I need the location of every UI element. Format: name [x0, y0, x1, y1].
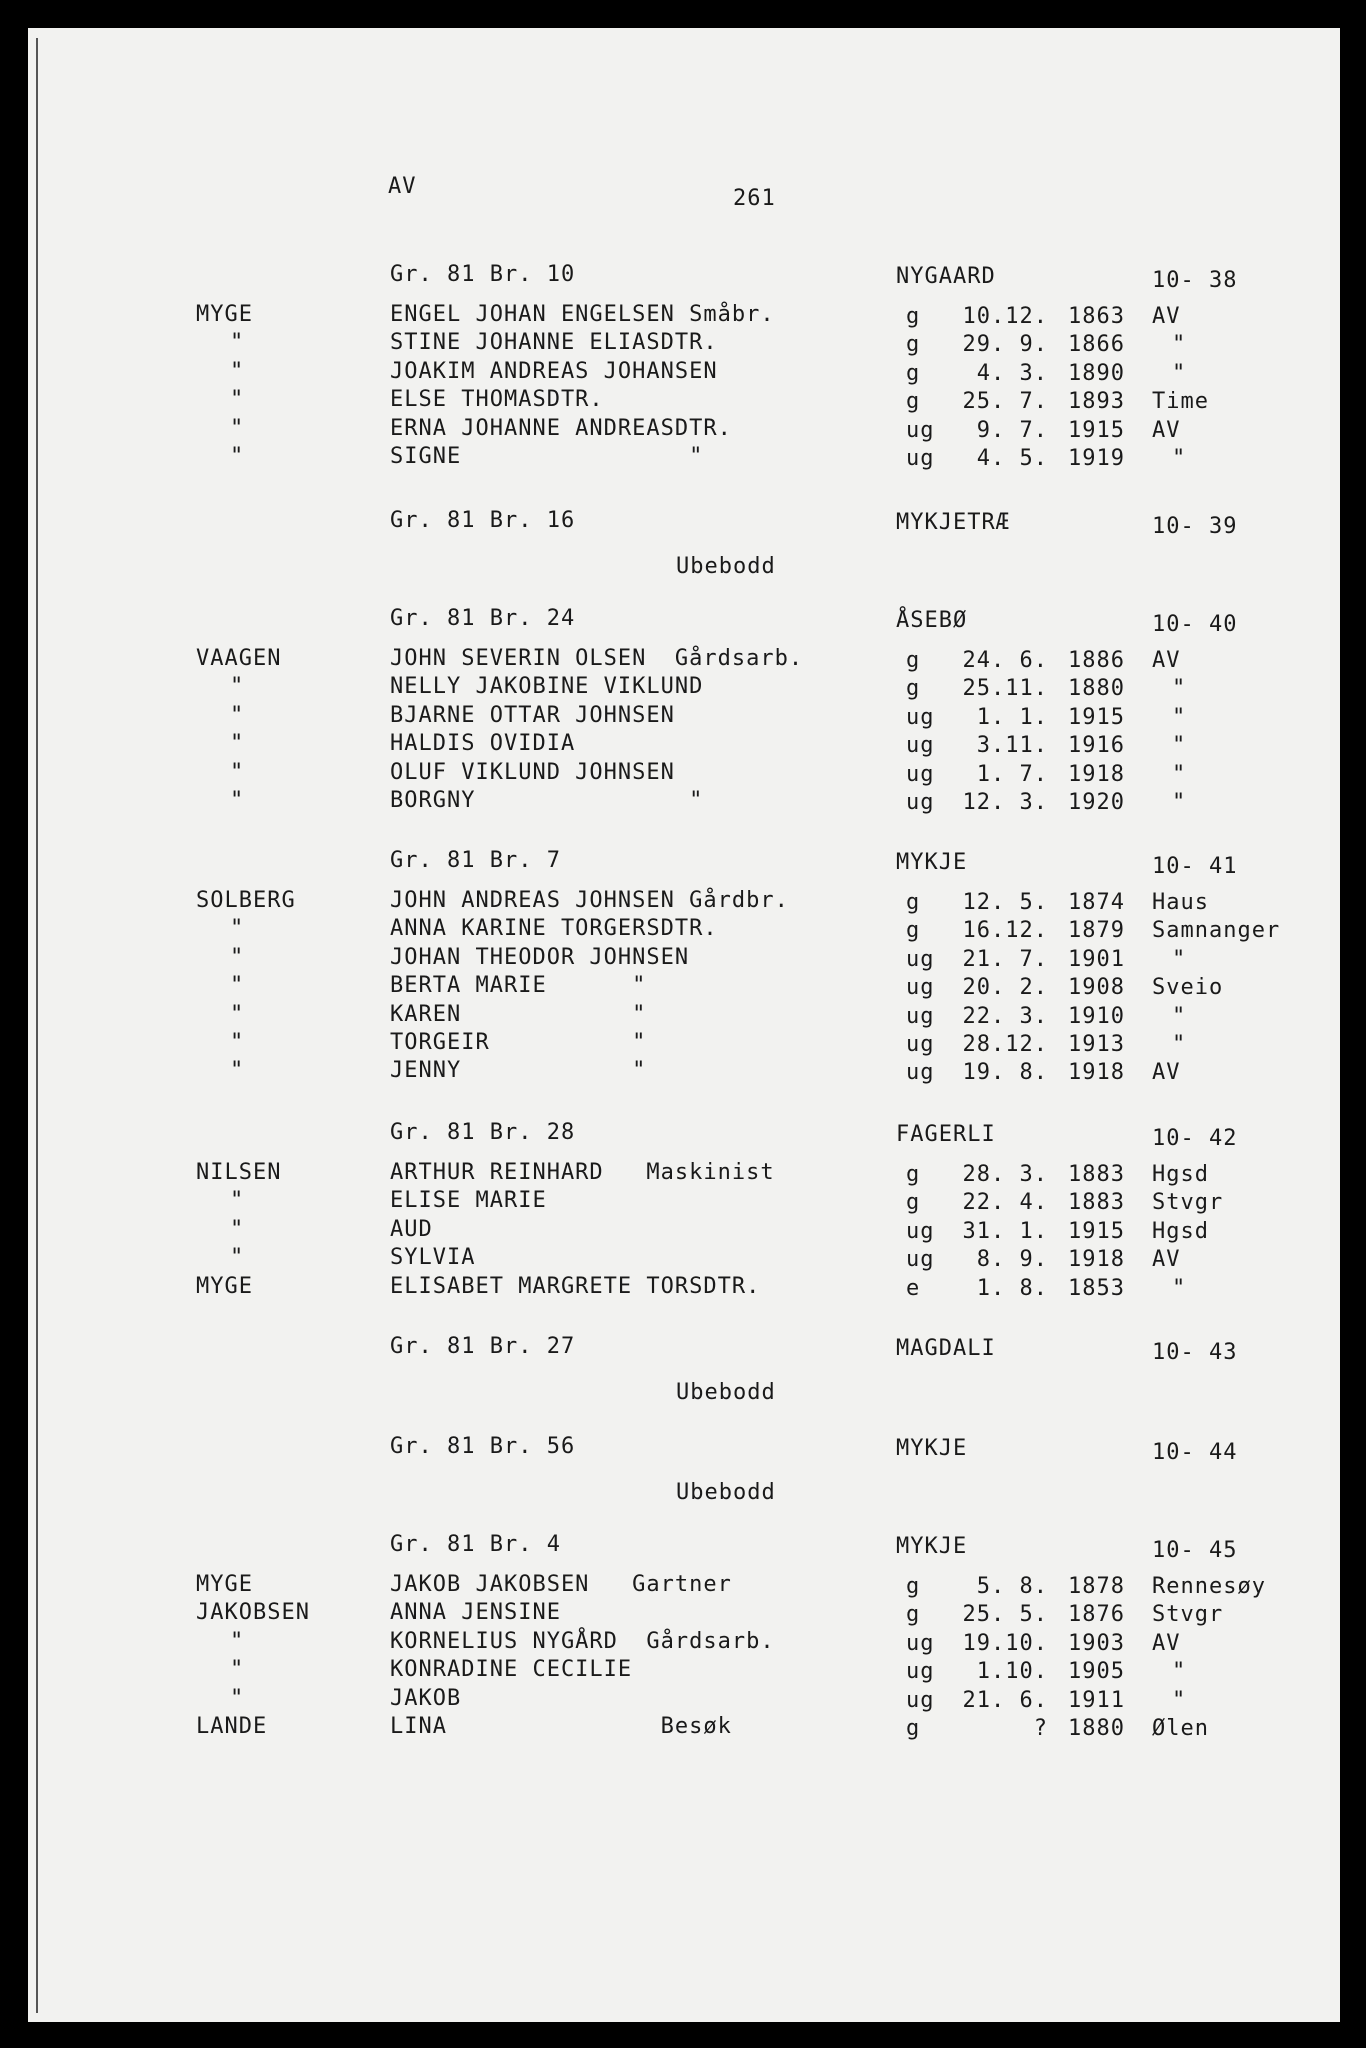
person-status: g — [906, 360, 921, 386]
person-date: 8. 9. — [976, 1247, 1048, 1273]
person-name: KONRADINE CECILIE — [390, 1657, 633, 1683]
record-place: MYKJE — [896, 1534, 968, 1559]
person-origin: Sveio — [1152, 975, 1224, 1001]
person-status: ug — [906, 1032, 935, 1057]
person-origin: AV — [1152, 1060, 1181, 1086]
person-year: 1918 — [1068, 761, 1125, 787]
person-surname: " — [230, 1685, 245, 1711]
person-status: ug — [906, 1687, 935, 1713]
person-name: STINE JOHANNE ELIASDTR. — [390, 330, 718, 356]
record-note: Ubebodd — [676, 554, 776, 579]
person-surname: " — [230, 702, 245, 728]
person-name: ELISABET MARGRETE TORSDTR. — [390, 1273, 761, 1299]
person-status: g — [906, 918, 921, 944]
person-status: g — [906, 304, 921, 329]
person-date: 31. 1. — [962, 1218, 1048, 1244]
person-year: 1910 — [1068, 1003, 1125, 1029]
person-name: KAREN " — [390, 1001, 647, 1027]
person-date: 21. 7. — [962, 946, 1048, 972]
person-date: 4. 5. — [976, 446, 1048, 471]
person-surname: SOLBERG — [196, 888, 296, 913]
record-ref: 10- 42 — [1152, 1126, 1238, 1151]
person-name: SIGNE " — [390, 444, 704, 469]
person-status: ug — [906, 1630, 935, 1656]
person-name: JOHN ANDREAS JOHNSEN Gårdbr. — [390, 888, 789, 913]
person-year: 1866 — [1068, 332, 1125, 358]
person-surname: " — [230, 415, 245, 441]
person-origin: " — [1172, 676, 1187, 702]
person-surname: VAAGEN — [196, 646, 282, 671]
person-year: 1876 — [1068, 1602, 1125, 1628]
person-date: 20. 2. — [962, 975, 1048, 1001]
person-date: 1. 1. — [976, 704, 1048, 730]
person-origin: " — [1172, 446, 1187, 471]
record-gr-br: Gr. 81 Br. 56 — [390, 1434, 576, 1459]
person-year: 1901 — [1068, 946, 1125, 972]
person-year: 1918 — [1068, 1247, 1125, 1273]
person-date: 12. 5. — [962, 890, 1048, 915]
person-status: ug — [906, 1247, 935, 1273]
person-year: 1886 — [1068, 648, 1125, 673]
person-origin: Stvgr — [1152, 1190, 1224, 1216]
person-year: 1874 — [1068, 890, 1125, 915]
person-name: AUD — [390, 1216, 433, 1242]
person-surname: " — [230, 387, 245, 413]
person-origin: " — [1172, 733, 1187, 759]
person-origin: AV — [1152, 417, 1181, 443]
person-year: 1853 — [1068, 1275, 1125, 1301]
page-tag: AV — [388, 174, 417, 199]
record-gr-br: Gr. 81 Br. 27 — [390, 1334, 576, 1359]
person-date: 16.12. — [962, 918, 1048, 944]
person-origin: " — [1172, 761, 1187, 787]
person-name: ENGEL JOHAN ENGELSEN Småbr. — [390, 302, 775, 327]
person-date: 29. 9. — [962, 332, 1048, 358]
person-year: 1880 — [1068, 676, 1125, 702]
person-name: HALDIS OVIDIA — [390, 731, 576, 757]
document-page — [28, 28, 1340, 2022]
person-date: 5. 8. — [976, 1574, 1048, 1599]
person-surname: MYGE — [196, 1572, 253, 1597]
person-status: g — [906, 1190, 921, 1216]
person-origin: " — [1172, 332, 1187, 358]
person-year: 1916 — [1068, 733, 1125, 759]
person-year: 1863 — [1068, 304, 1125, 329]
person-name: KORNELIUS NYGÅRD Gårdsarb. — [390, 1628, 775, 1654]
person-origin: Time — [1152, 389, 1209, 415]
person-date: 28.12. — [962, 1032, 1048, 1057]
person-origin: Hgsd — [1152, 1162, 1209, 1187]
person-date: 9. 7. — [976, 417, 1048, 443]
record-gr-br: Gr. 81 Br. 7 — [390, 848, 561, 873]
person-year: 1890 — [1068, 360, 1125, 386]
person-status: ug — [906, 1003, 935, 1029]
person-name: BERTA MARIE " — [390, 973, 647, 999]
person-date: 10.12. — [962, 304, 1048, 329]
person-date: 1.10. — [976, 1659, 1048, 1685]
person-name: ANNA JENSINE — [390, 1600, 561, 1626]
person-surname: " — [230, 1188, 245, 1214]
person-status: ug — [906, 446, 935, 471]
person-surname: NILSEN — [196, 1160, 282, 1185]
person-status: ug — [906, 975, 935, 1001]
person-name: ANNA KARINE TORGERSDTR. — [390, 916, 718, 942]
person-date: 25. 5. — [962, 1602, 1048, 1628]
person-name: SYLVIA — [390, 1245, 476, 1271]
record-place: MYKJETRÆ — [896, 510, 1010, 535]
person-year: 1880 — [1068, 1716, 1125, 1741]
person-year: 1911 — [1068, 1687, 1125, 1713]
person-status: g — [906, 1602, 921, 1628]
person-year: 1915 — [1068, 417, 1125, 443]
person-origin: " — [1172, 1003, 1187, 1029]
person-year: 1883 — [1068, 1190, 1125, 1216]
person-date: ? — [1033, 1716, 1048, 1741]
person-surname: LANDE — [196, 1714, 268, 1739]
person-surname: " — [230, 1058, 245, 1084]
person-status: g — [906, 1716, 921, 1741]
person-surname: " — [230, 1245, 245, 1271]
person-year: 1915 — [1068, 1218, 1125, 1244]
person-year: 1893 — [1068, 389, 1125, 415]
person-name: BORGNY " — [390, 788, 704, 813]
person-status: ug — [906, 704, 935, 730]
person-date: 28. 3. — [962, 1162, 1048, 1187]
record-place: FAGERLI — [896, 1122, 996, 1147]
person-origin: " — [1172, 1275, 1187, 1301]
person-name: JAKOB JAKOBSEN Gartner — [390, 1572, 732, 1597]
record-gr-br: Gr. 81 Br. 10 — [390, 262, 576, 287]
person-year: 1903 — [1068, 1630, 1125, 1656]
margin-line — [36, 38, 38, 2013]
person-status: ug — [906, 790, 935, 815]
person-origin: Haus — [1152, 890, 1209, 915]
person-surname: " — [230, 358, 245, 384]
record-ref: 10- 40 — [1152, 612, 1238, 637]
person-year: 1905 — [1068, 1659, 1125, 1685]
person-status: g — [906, 1162, 921, 1187]
person-origin: " — [1172, 1659, 1187, 1685]
person-date: 21. 6. — [962, 1687, 1048, 1713]
person-year: 1919 — [1068, 446, 1125, 471]
person-date: 19. 8. — [962, 1060, 1048, 1086]
record-ref: 10- 43 — [1152, 1340, 1238, 1365]
person-surname: " — [230, 674, 245, 700]
person-status: g — [906, 676, 921, 702]
person-date: 24. 6. — [962, 648, 1048, 673]
person-surname: MYGE — [196, 1273, 253, 1299]
person-date: 4. 3. — [976, 360, 1048, 386]
person-surname: " — [230, 944, 245, 970]
person-name: TORGEIR " — [390, 1030, 647, 1055]
person-surname: " — [230, 444, 245, 469]
person-year: 1913 — [1068, 1032, 1125, 1057]
person-origin: Hgsd — [1152, 1218, 1209, 1244]
person-origin: " — [1172, 704, 1187, 730]
person-origin: AV — [1152, 1247, 1181, 1273]
person-surname: " — [230, 1030, 245, 1055]
person-date: 1. 7. — [976, 761, 1048, 787]
page-number: 261 — [733, 186, 776, 211]
person-status: g — [906, 890, 921, 915]
record-gr-br: Gr. 81 Br. 28 — [390, 1120, 576, 1145]
person-date: 12. 3. — [962, 790, 1048, 815]
person-name: LINA Besøk — [390, 1714, 732, 1739]
person-status: ug — [906, 1060, 935, 1086]
person-name: ARTHUR REINHARD Maskinist — [390, 1160, 775, 1185]
person-status: e — [906, 1275, 921, 1301]
person-surname: " — [230, 1001, 245, 1027]
record-ref: 10- 44 — [1152, 1440, 1238, 1465]
person-date: 3.11. — [976, 733, 1048, 759]
person-surname: MYGE — [196, 302, 253, 327]
person-origin: " — [1172, 360, 1187, 386]
record-place: MAGDALI — [896, 1336, 996, 1361]
person-name: ELSE THOMASDTR. — [390, 387, 604, 413]
person-date: 1. 8. — [976, 1275, 1048, 1301]
person-status: ug — [906, 733, 935, 759]
person-name: NELLY JAKOBINE VIKLUND — [390, 674, 704, 700]
person-surname: " — [230, 1628, 245, 1654]
record-ref: 10- 39 — [1152, 514, 1238, 539]
person-status: ug — [906, 417, 935, 443]
record-note: Ubebodd — [676, 1380, 776, 1405]
person-surname: " — [230, 759, 245, 785]
person-surname: " — [230, 973, 245, 999]
person-surname: " — [230, 330, 245, 356]
person-year: 1879 — [1068, 918, 1125, 944]
person-date: 22. 4. — [962, 1190, 1048, 1216]
person-status: g — [906, 1574, 921, 1599]
person-origin: AV — [1152, 304, 1181, 329]
person-status: ug — [906, 1218, 935, 1244]
person-year: 1878 — [1068, 1574, 1125, 1599]
person-name: JENNY " — [390, 1058, 647, 1084]
person-status: g — [906, 389, 921, 415]
record-gr-br: Gr. 81 Br. 4 — [390, 1532, 561, 1557]
person-surname: " — [230, 1657, 245, 1683]
person-name: JAKOB — [390, 1685, 462, 1711]
record-place: MYKJE — [896, 1436, 968, 1461]
person-origin: AV — [1152, 648, 1181, 673]
record-ref: 10- 45 — [1152, 1538, 1238, 1563]
person-status: ug — [906, 946, 935, 972]
person-origin: " — [1172, 1687, 1187, 1713]
person-date: 22. 3. — [962, 1003, 1048, 1029]
person-year: 1908 — [1068, 975, 1125, 1001]
person-status: g — [906, 332, 921, 358]
person-year: 1883 — [1068, 1162, 1125, 1187]
person-date: 25. 7. — [962, 389, 1048, 415]
person-surname: " — [230, 788, 245, 813]
person-status: ug — [906, 1659, 935, 1685]
person-origin: Rennesøy — [1152, 1574, 1266, 1599]
person-name: JOHAN THEODOR JOHNSEN — [390, 944, 690, 970]
person-date: 25.11. — [962, 676, 1048, 702]
person-origin: " — [1172, 946, 1187, 972]
person-name: JOHN SEVERIN OLSEN Gårdsarb. — [390, 646, 804, 671]
person-status: g — [906, 648, 921, 673]
person-status: ug — [906, 761, 935, 787]
record-gr-br: Gr. 81 Br. 24 — [390, 606, 576, 631]
record-gr-br: Gr. 81 Br. 16 — [390, 508, 576, 533]
person-surname: " — [230, 1216, 245, 1242]
person-origin: Ølen — [1152, 1716, 1209, 1741]
person-surname: JAKOBSEN — [196, 1600, 310, 1626]
person-surname: " — [230, 731, 245, 757]
person-date: 19.10. — [962, 1630, 1048, 1656]
person-year: 1918 — [1068, 1060, 1125, 1086]
person-origin: AV — [1152, 1630, 1181, 1656]
record-place: ÅSEBØ — [896, 608, 968, 633]
person-name: ERNA JOHANNE ANDREASDTR. — [390, 415, 732, 441]
person-name: OLUF VIKLUND JOHNSEN — [390, 759, 675, 785]
person-name: JOAKIM ANDREAS JOHANSEN — [390, 358, 718, 384]
record-note: Ubebodd — [676, 1480, 776, 1505]
person-name: ELISE MARIE — [390, 1188, 547, 1214]
person-name: BJARNE OTTAR JOHNSEN — [390, 702, 675, 728]
person-surname: " — [230, 916, 245, 942]
person-year: 1915 — [1068, 704, 1125, 730]
record-place: NYGAARD — [896, 264, 996, 289]
person-origin: Stvgr — [1152, 1602, 1224, 1628]
person-origin: " — [1172, 1032, 1187, 1057]
record-place: MYKJE — [896, 850, 968, 875]
record-ref: 10- 41 — [1152, 854, 1238, 879]
record-ref: 10- 38 — [1152, 268, 1238, 293]
person-origin: Samnanger — [1152, 918, 1281, 944]
person-origin: " — [1172, 790, 1187, 815]
person-year: 1920 — [1068, 790, 1125, 815]
